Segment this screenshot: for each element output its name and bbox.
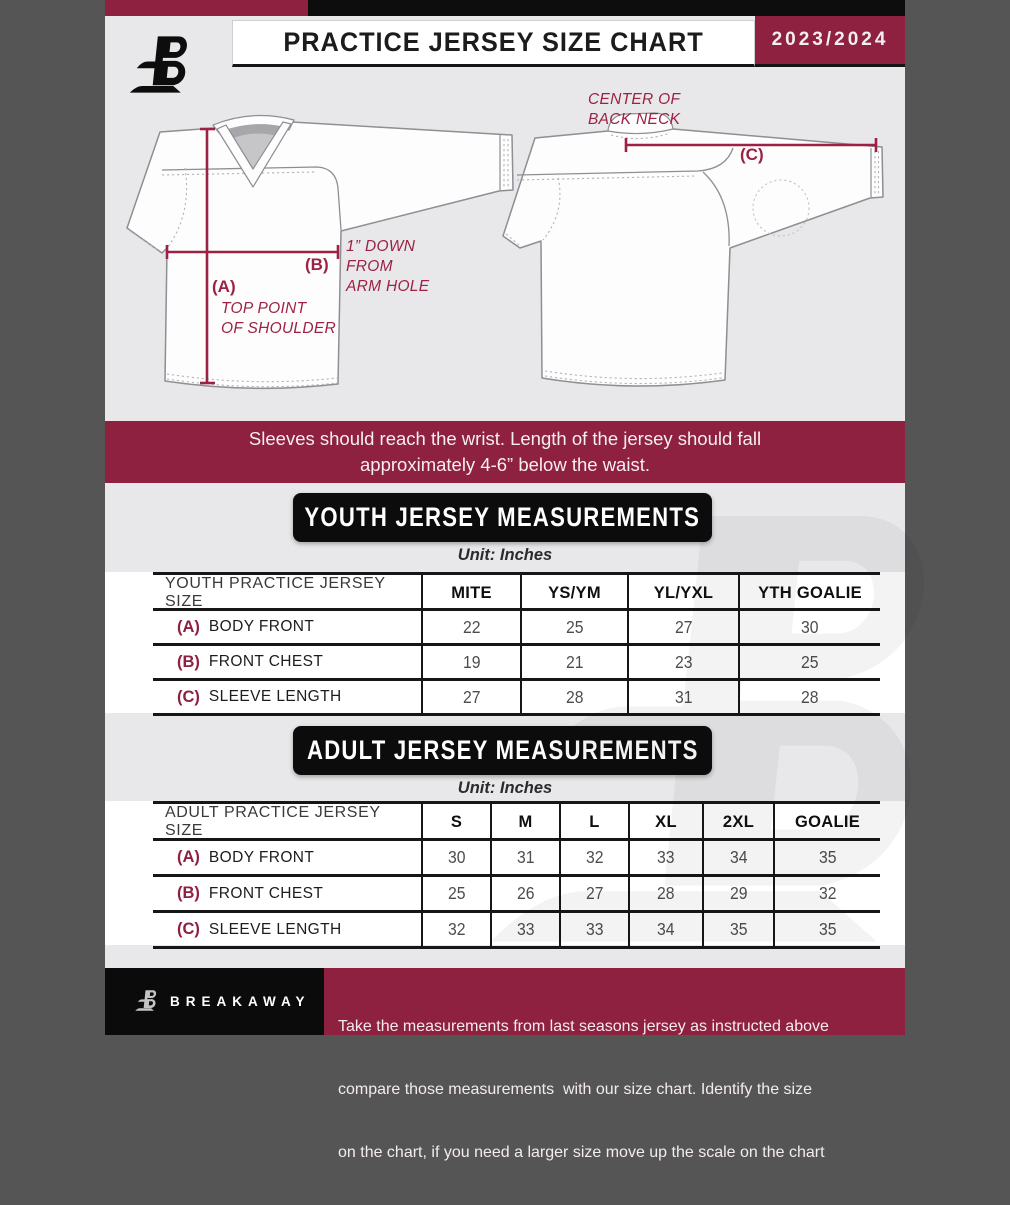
table-cell: 22 [421, 611, 520, 643]
table-row: (B) FRONT CHEST 19 21 23 25 [153, 646, 880, 681]
table-row: (C) SLEEVE LENGTH 27 28 31 28 [153, 681, 880, 716]
footer-breakaway-logo-icon [135, 984, 162, 1018]
column-header: YL/YXL [627, 575, 738, 611]
season-label: 2023/2024 [771, 29, 889, 50]
table-header-row [153, 804, 880, 841]
table-cell: 30 [738, 611, 880, 643]
top-accent-bar-black [308, 0, 905, 16]
table-cell: 27 [559, 877, 628, 910]
size-chart-page [105, 0, 905, 1161]
fit-note-line2: approximately 4-6” below the waist. [360, 454, 650, 475]
column-header: YOUTH PRACTICE JERSEY SIZE [165, 575, 386, 610]
table-cell: 26 [490, 877, 559, 910]
adult-section-title: ADULT JERSEY MEASUREMENTS [293, 726, 712, 775]
table-cell: 35 [702, 913, 773, 946]
youth-section-title: YOUTH JERSEY MEASUREMENTS [293, 493, 712, 542]
title-banner [232, 20, 755, 67]
table-cell: 34 [628, 913, 702, 946]
label-c-caption: CENTER OF BACK NECK [588, 91, 681, 128]
top-accent-bar-maroon [105, 0, 308, 16]
column-header: YS/YM [520, 575, 627, 611]
column-header: L [559, 804, 628, 840]
footer-note-line1: Take the measurements from last seasons jersey as instructed above [338, 1018, 829, 1035]
label-a-key: (A) [212, 277, 236, 296]
table-cell: 25 [421, 877, 490, 910]
table-cell: 33 [628, 841, 702, 874]
table-cell: 33 [490, 913, 559, 946]
table-row: (A) BODY FRONT 22 25 27 30 [153, 611, 880, 646]
footer-note-line3: on the chart, if you need a larger size move up the scale on the chart [338, 1144, 825, 1161]
youth-unit-label: Unit: Inches [457, 546, 553, 564]
jersey-measurement-diagram [105, 90, 905, 425]
column-header: GOALIE [773, 804, 880, 840]
label-a-caption: TOP POINT OF SHOULDER [221, 300, 336, 337]
table-cell: 31 [627, 681, 738, 713]
column-header: MITE [421, 575, 520, 611]
column-header: S [421, 804, 490, 840]
table-cell: 31 [490, 841, 559, 874]
column-header: M [490, 804, 559, 840]
table-cell: 21 [520, 646, 627, 678]
column-header: YTH GOALIE [738, 575, 880, 611]
table-cell: 28 [628, 877, 702, 910]
table-cell: 35 [773, 913, 880, 946]
table-cell: 29 [702, 877, 773, 910]
label-b-key: (B) [305, 255, 329, 274]
table-row: (C) SLEEVE LENGTH 32 33 33 34 35 35 [153, 913, 880, 949]
table-cell: 32 [559, 841, 628, 874]
table-cell: 27 [421, 681, 520, 713]
footer-instructions [324, 968, 905, 1161]
fit-note-banner [105, 421, 905, 483]
season-badge [755, 16, 905, 67]
table-header-row [153, 575, 880, 611]
fit-note-line1: Sleeves should reach the wrist. Length of the jersey should fall [248, 428, 762, 449]
table-cell: 23 [627, 646, 738, 678]
youth-size-table [153, 572, 880, 716]
table-row: (B) FRONT CHEST 25 26 27 28 29 32 [153, 877, 880, 913]
footer-brand-name: BREAKAWAY [170, 994, 311, 1009]
table-cell: 19 [421, 646, 520, 678]
label-c-key: (C) [740, 145, 764, 164]
back-jersey-diagram [503, 113, 883, 386]
column-header: XL [628, 804, 702, 840]
table-cell: 25 [738, 646, 880, 678]
adult-unit-label: Unit: Inches [457, 779, 553, 797]
table-cell: 32 [773, 877, 880, 910]
table-cell: 35 [773, 841, 880, 874]
table-cell: 28 [520, 681, 627, 713]
label-b-caption: 1” DOWN FROM ARM HOLE [346, 238, 430, 295]
table-cell: 27 [627, 611, 738, 643]
table-cell: 28 [738, 681, 880, 713]
table-cell: 32 [421, 913, 490, 946]
table-cell: 25 [520, 611, 627, 643]
column-header: 2XL [702, 804, 773, 840]
table-cell: 30 [421, 841, 490, 874]
footer-note-line2: compare those measurements with our size chart. Identify the size [338, 1081, 812, 1098]
column-header: ADULT PRACTICE JERSEY SIZE [165, 804, 381, 839]
adult-size-table [153, 801, 880, 949]
table-cell: 33 [559, 913, 628, 946]
table-cell: 34 [702, 841, 773, 874]
table-row: (A) BODY FRONT 30 31 32 33 34 35 [153, 841, 880, 877]
page-title: PRACTICE JERSEY SIZE CHART [283, 27, 704, 57]
